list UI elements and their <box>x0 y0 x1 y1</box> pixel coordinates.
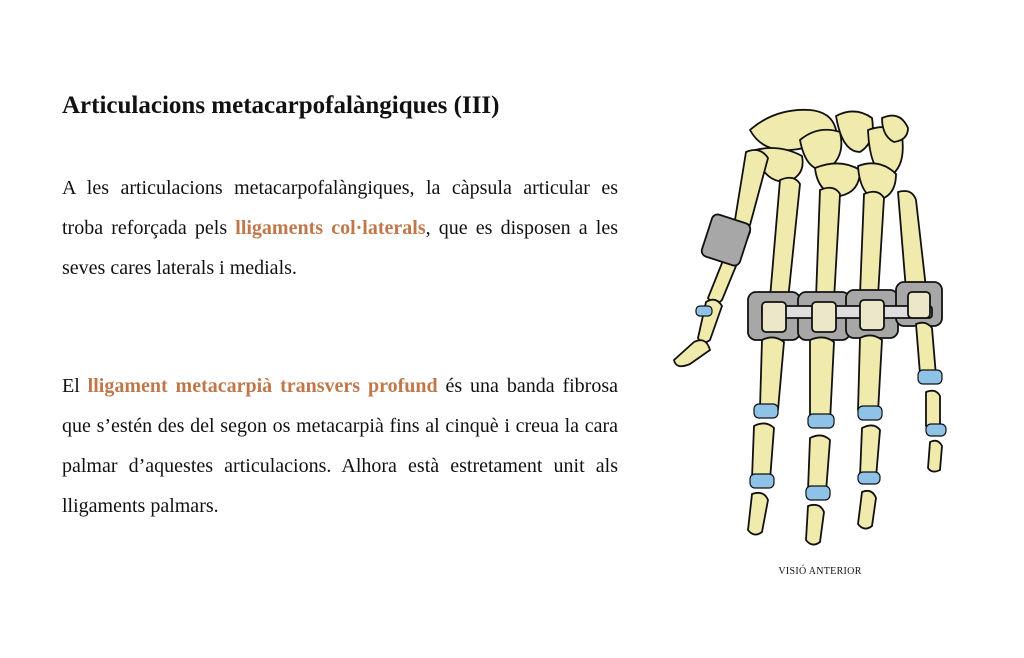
paragraph-collateral-ligaments <box>62 168 618 288</box>
paragraph-transverse-ligament <box>62 366 618 526</box>
carpal-bones <box>750 110 908 200</box>
highlight-term: lligament metacarpià transvers profund <box>87 375 438 397</box>
figure-caption: VISIÓ ANTERIOR <box>778 566 862 577</box>
paragraph-text: El <box>62 375 88 397</box>
hand-skeleton-svg <box>650 70 980 570</box>
paragraph-text: , que es disposen a les seves cares laterals i medials. <box>62 217 618 279</box>
paragraph-text: A les articulacions metacarpofalàngiques, la càpsula articular es troba reforçada pels <box>62 177 618 239</box>
highlight-term: lligaments col·laterals <box>235 217 426 239</box>
phalanges <box>748 323 942 545</box>
page-title: Articulacions metacarpofalàngiques (III) <box>62 92 500 119</box>
deep-transverse-metacarpal-ligament <box>762 306 932 318</box>
hand-skeleton-illustration <box>650 70 980 570</box>
paragraph-text: és una banda fibrosa que s’estén des del segon os metacarpià fins al cinquè i creua la cara palmar d’aquestes articulacions. Alhora està estretament unit als lligaments palmars. <box>62 375 618 517</box>
